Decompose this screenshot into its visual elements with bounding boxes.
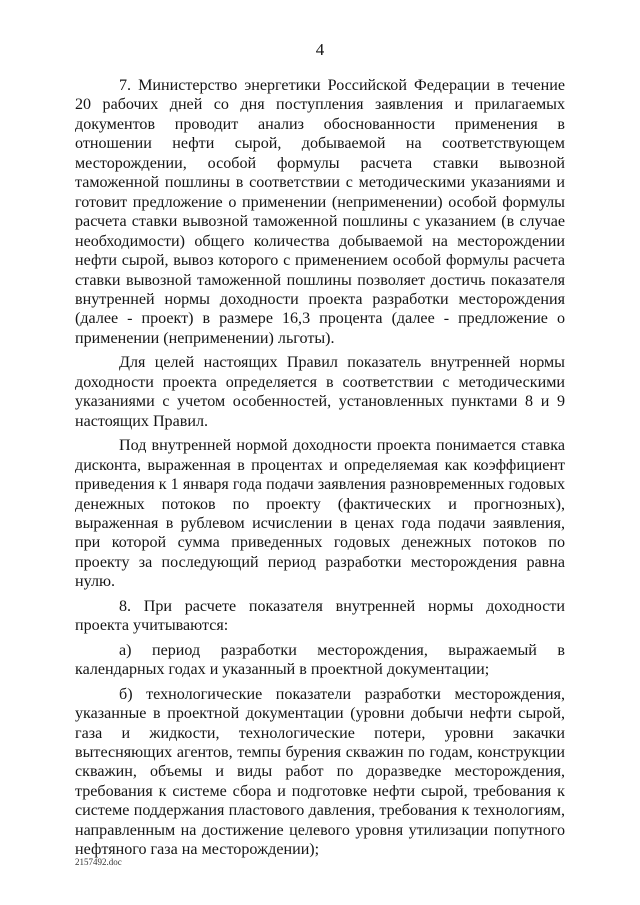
paragraph-item-8: 8. При расчете показателя внутренней нормы доходности проекта учитываются: [75, 597, 565, 635]
document-body [75, 76, 565, 865]
paragraph-irr-purpose: Для целей настоящих Правил показатель внутренней нормы доходности проекта определяется в соответствии с методическими указаниями с учетом особенностей, установленных пунктами 8 и 9 настоящих Правил. [75, 354, 565, 430]
paragraph-subitem-a: а) период разработки месторождения, выражаемый в календарных годах и указанный в проектной документации; [75, 641, 565, 679]
paragraph-subitem-b: б) технологические показатели разработки месторождения, указанные в проектной документации (уровни добычи нефти сырой, газа и жидкости, технологические потери, уровни закачки вытесняющих агентов, темпы бурения скважин по годам, конструкции скважин, объемы и виды работ по доразведке месторождения, требования к системе сбора и подготовке нефти сырой, требования к системе поддержания пластового давления, требования к технологиям, направленным на достижение целевого уровня утилизации попутного нефтяного газа на месторождении); [75, 685, 565, 859]
page-number: 4 [315, 40, 325, 59]
paragraph-irr-definition: Под внутренней нормой доходности проекта понимается ставка дисконта, выраженная в процентах и определяемая как коэффициент приведения к 1 января года подачи заявления разновременных годовых денежных потоков по проекту (фактических и прогнозных), выраженная в рублевом исчислении в ценах года подачи заявления, при которой сумма приведенных годовых денежных потоков по проекту за последующий период разработки месторождения равна нулю. [75, 437, 565, 591]
document-filename: 2157492.doc [75, 857, 122, 867]
paragraph-item-7: 7. Министерство энергетики Российской Федерации в течение 20 рабочих дней со дня поступления заявления и прилагаемых документов проводит анализ обоснованности применения в отношении нефти сырой, добываемой на соответствующем месторождении, особой формулы расчета ставки вывозной таможенной пошлины в соответствии с методическими указаниями и готовит предложение о применении (неприменении) особой формулы расчета ставки вывозной таможенной пошлины с указанием (в случае необходимости) общего количества добываемой на месторождении нефти сырой, вывоз которого с применением особой формулы расчета ставки вывозной таможенной пошлины позволяет достичь показателя внутренней нормы доходности проекта разработки месторождения (далее - проект) в размере 16,3 процента (далее - предложение о применении (неприменении) льготы). [75, 77, 565, 347]
